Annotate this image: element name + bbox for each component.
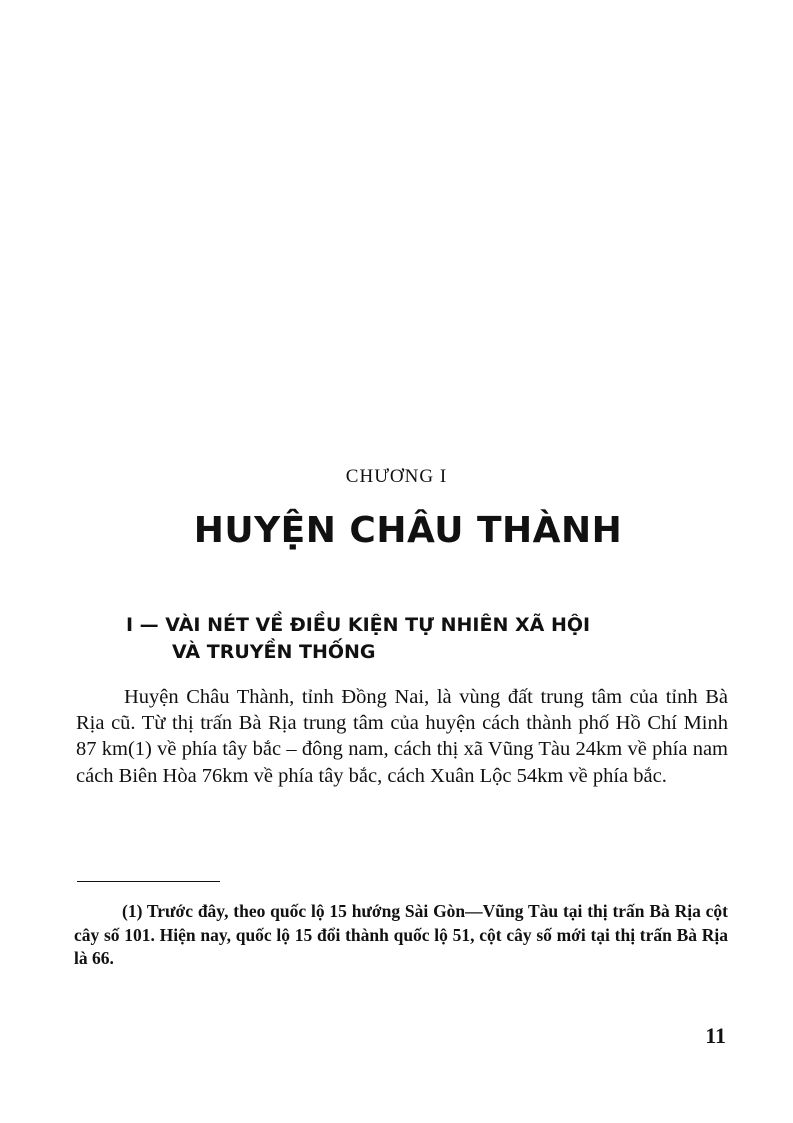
chapter-label: CHƯƠNG I <box>345 466 448 487</box>
section-heading <box>126 612 726 666</box>
page-number: 11 <box>705 1023 726 1048</box>
footnote: (1) Trước đây, theo quốc lộ 15 hướng Sài Gòn—Vũng Tàu tại thị trấn Bà Rịa cột cây số 101. Hiện nay, quốc lộ 15 đổi thành quốc lộ 51, cột cây số mới tại thị trấn Bà Rịa là 66. <box>74 901 728 968</box>
body-paragraph: Huyện Châu Thành, tỉnh Đồng Nai, là vùng đất trung tâm của tỉnh Bà Rịa cũ. Từ thị trấn Bà Rịa trung tâm của huyện cách thành phố Hồ Chí Minh 87 km(1) về phía tây bắc – đông nam, cách thị xã Vũng Tàu 24km về phía nam cách Biên Hòa 76km về phía tây bắc, cách Xuân Lộc 54km về phía bắc. <box>76 686 728 787</box>
section-heading-line-1: I — VÀI NÉT VỀ ĐIỀU KIỆN TỰ NHIÊN XÃ HỘI <box>126 614 591 636</box>
chapter-title: HUYỆN CHÂU THÀNH <box>193 510 623 551</box>
section-heading-line-2: VÀ TRUYỀN THỐNG <box>172 641 376 663</box>
footnote-divider <box>77 881 220 882</box>
